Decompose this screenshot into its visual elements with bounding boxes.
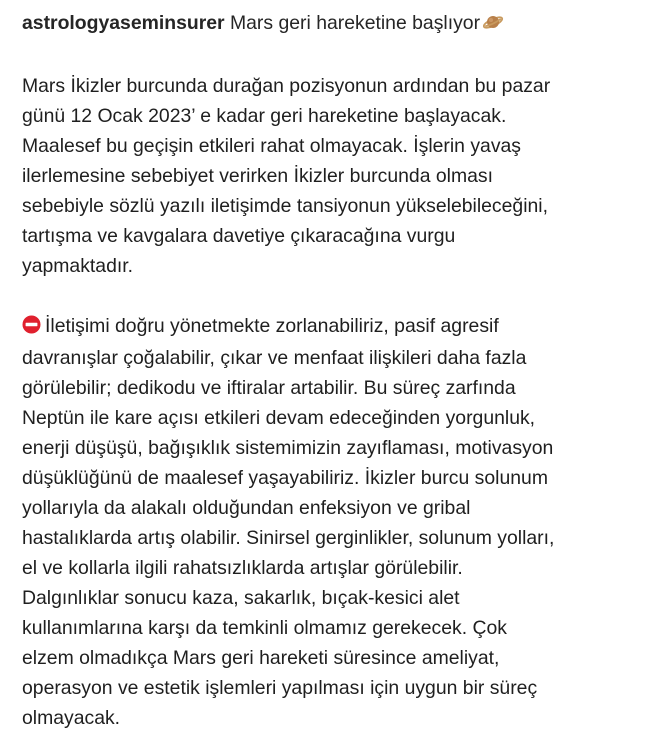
paragraph-intro [22,71,634,281]
text-line: sebebiyle sözlü yazılı iletişimde tansiyonun yükselebileceğini, [22,195,548,217]
text-line: kullanımlarına karşı da temkinli olmamız gerekecek. Çok [22,617,507,639]
text-line: Neptün ile kare açısı etkileri devam edeceğinden yorgunluk, [22,407,536,429]
text-line: yollarıyla da alakalı olduğundan enfeksiyon ve gribal [22,497,471,519]
text-line: hastalıklarda artış olabilir. Sinirsel gerginlikler, solunum yolları, [22,527,555,549]
text-line: olmayacak. [22,707,121,729]
text-line: Dalgınlıklar sonucu kaza, sakarlık, bıçak-kesici alet [22,587,460,609]
text-line: enerji düşüşü, bağışıklık sistemimizin zayıflaması, motivasyon [22,437,554,459]
ringed-planet-icon [482,11,504,41]
text-line: el ve kollarla ilgili rahatsızlıklarda artışlar görülebilir. [22,557,463,579]
text-line: Mars İkizler burcunda durağan pozisyonun ardından bu pazar [22,75,551,97]
text-line: görülebilir; dedikodu ve iftiralar artabilir. Bu süreç zarfında [22,377,516,399]
caption-header [22,8,634,41]
text-line: elzem olmadıkça Mars geri hareketi süresince ameliyat, [22,647,500,669]
text-line-with-icon [22,311,634,343]
post-title: Mars geri hareketine başlıyor [230,12,481,34]
text-line: düşüklüğünü de maalesef yaşayabiliriz. İkizler burcu solunum [22,467,548,489]
text-line: operasyon ve estetik işlemleri yapılması için uygun bir süreç [22,677,538,699]
text-line: tartışma ve kavgalara davetiye çıkaracağına vurgu [22,225,456,247]
username-link[interactable]: astrologyaseminsurer [22,12,225,34]
text-line: günü 12 Ocak 2023’ e kadar geri hareketine başlayacak. [22,105,507,127]
text-line: yapmaktadır. [22,255,134,277]
text-line: İletişimi doğru yönetmekte zorlanabiliriz, pasif agresif [45,315,499,337]
paragraph-warning [22,311,634,733]
text-line: davranışlar çoğalabilir, çıkar ve menfaat ilişkileri daha fazla [22,347,527,369]
text-line: Maalesef bu geçişin etkileri rahat olmayacak. İşlerin yavaş [22,135,521,157]
no-entry-icon [22,313,41,343]
text-line: ilerlemesine sebebiyet verirken İkizler burcunda olması [22,165,493,187]
